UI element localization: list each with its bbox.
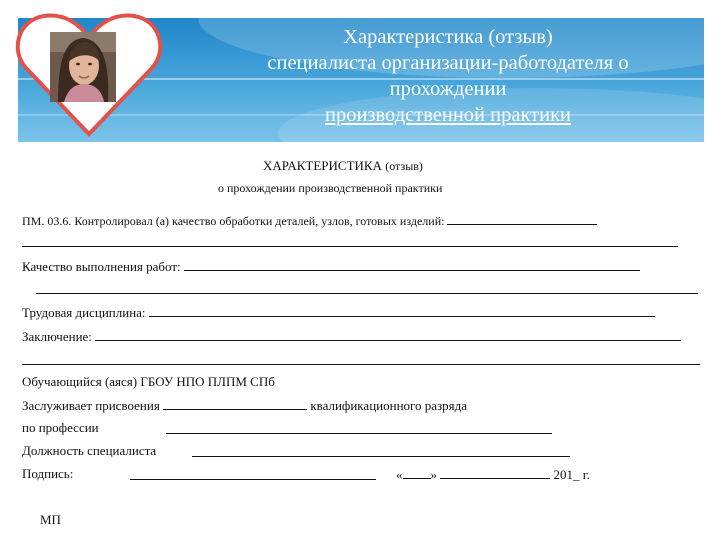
date-year: 201_ г.	[553, 467, 590, 482]
conclusion-blank	[95, 328, 681, 341]
signature-blank	[130, 479, 376, 480]
banner-title-line-1: Характеристика (отзыв)	[343, 26, 553, 48]
banner-title-line-4: производственной практики	[324, 104, 572, 126]
blank-rule-3	[22, 364, 700, 365]
profession-blank	[166, 433, 552, 434]
quality-blank	[184, 258, 640, 271]
discipline-line	[22, 304, 655, 321]
position-label: Должность специалиста	[22, 443, 157, 458]
discipline-label: Трудовая дисциплина:	[22, 305, 146, 320]
quality-label: Качество выполнения работ:	[22, 259, 181, 274]
student-photo	[50, 32, 116, 102]
position-blank	[192, 456, 570, 457]
document-subheading: о прохождении производственной практики	[218, 181, 443, 195]
date-close-quote: »	[430, 467, 437, 482]
position-line	[22, 443, 156, 459]
banner-title-line-3: прохождении	[389, 78, 507, 100]
profession-line	[22, 420, 99, 436]
profession-label: по профессии	[22, 420, 99, 435]
student-line: Обучающийся (аяся) ГБОУ НПО ПЛПМ СПб	[22, 374, 275, 389]
document-heading	[263, 158, 423, 174]
qualification-blank	[163, 397, 307, 410]
signature-label: Подпись:	[22, 466, 74, 481]
blank-rule-2	[36, 293, 698, 294]
conclusion-label: Заключение:	[22, 329, 92, 344]
heading-small: (отзыв)	[385, 159, 423, 173]
quality-line	[22, 258, 640, 275]
date-day-blank	[403, 466, 431, 479]
banner-title	[198, 24, 698, 128]
date-open-quote: «	[396, 467, 403, 482]
pm-text: ПМ. 03.6. Контролировал (а) качество обработки деталей, узлов, готовых изделий:	[22, 214, 445, 228]
banner-title-line-2: специалиста организации-работодателя о	[267, 52, 629, 74]
qualification-line	[22, 397, 467, 414]
discipline-blank	[149, 304, 655, 317]
pm-blank	[447, 212, 597, 225]
date-line	[396, 466, 590, 483]
date-month-blank	[440, 466, 550, 479]
blank-rule-1	[22, 246, 678, 247]
qualification-suffix: квалификационного разряда	[310, 398, 468, 413]
stamp-place-label: МП	[40, 512, 61, 527]
pm-line	[22, 212, 597, 229]
qualification-prefix: Заслуживает присвоения	[22, 398, 160, 413]
heading-caps: ХАРАКТЕРИСТИКА	[263, 158, 382, 173]
conclusion-line	[22, 328, 681, 345]
